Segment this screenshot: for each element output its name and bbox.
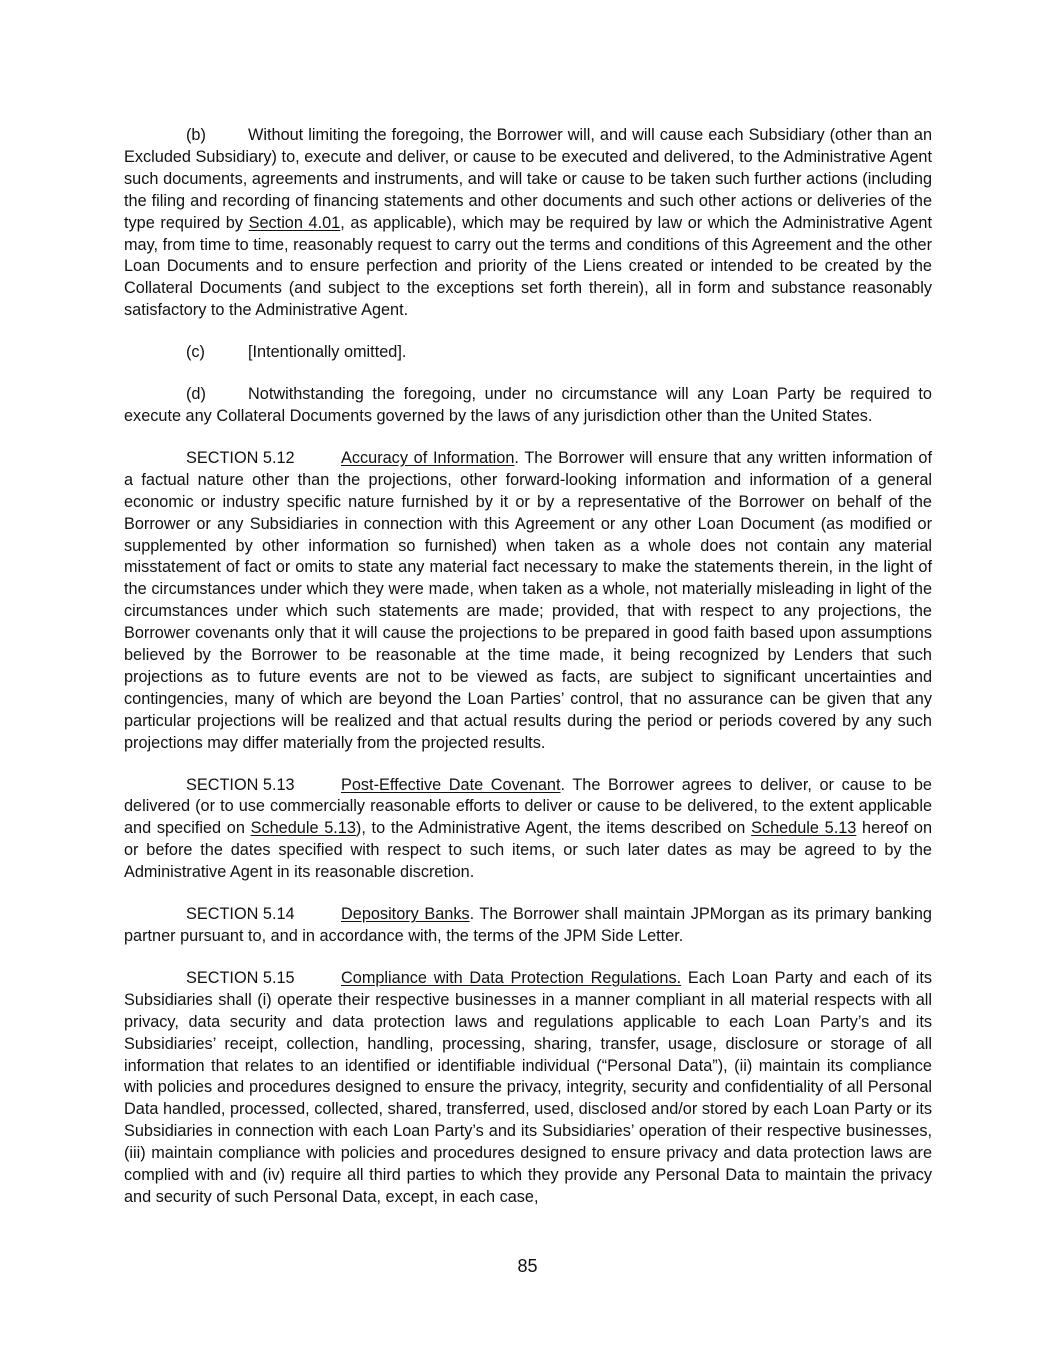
schedule-reference: Schedule 5.13 [250, 819, 356, 838]
paragraph-text: [Intentionally omitted]. [248, 343, 407, 362]
section-number: SECTION 5.15 [186, 968, 295, 987]
paragraph-label: (b) [186, 126, 206, 144]
section-5-15 [124, 968, 932, 1209]
section-text: ), to the Administrative Agent, the items described on [355, 819, 752, 838]
schedule-reference: Schedule 5.13 [751, 819, 857, 838]
section-title: Post-Effective Date Covenant [341, 775, 561, 794]
paragraph-c [124, 342, 932, 364]
section-number: SECTION 5.14 [186, 905, 295, 924]
section-number: SECTION 5.12 [186, 448, 295, 467]
section-text: hereof on or before the dates specified with respect to such items, or such later dates as may be agreed to by the Administrative Agent in its reasonable discretion. [124, 819, 933, 882]
section-text: . The Borrower agrees to deliver, or cause to be delivered (or to use commercially reasonable efforts to deliver or cause to be delivered, to the extent applicable and specified on [124, 775, 932, 838]
section-text: . The Borrower shall maintain JPMorgan as its primary banking partner pursuant to, and in accordance with, the terms of the JPM Side Letter. [124, 905, 932, 945]
section-title: Accuracy of Information [341, 448, 515, 467]
paragraph-text: Notwithstanding the foregoing, under no circumstance will any Loan Party be required to execute any Collateral Documents governed by the laws of any jurisdiction other than the United States. [124, 385, 932, 425]
section-text: . The Borrower will ensure that any written information of a factual nature other than the projections, other forward-looking information and information of a general economic or industry specific nature furnished by it or by a representative of the Borrower on behalf of the Borrower or any Subsidiaries in connection with this Agreement or any other Loan Document (as modified or supplemented by other information so furnished) when taken as a whole does not contain any material misstatement of fact or omits to state any material fact necessary to make the statements therein, in the light of the circumstances under which they were made, when taken as a whole, not materially misleading in light of the circumstances under which such statements are made; provided, that with respect to any projections, the Borrower covenants only that it will cause the projections to be prepared in good faith based upon assumptions believed by the Borrower to be reasonable at the time made, it being recognized by Lenders that such projections as to future events are not to be viewed as facts, are subject to significant uncertainties and contingencies, many of which are beyond the Loan Parties’ control, that no assurance can be given that any particular projections will be realized and that actual results during the period or periods covered by any such projections may differ materially from the projected results. [124, 448, 932, 752]
paragraph-text: Without limiting the foregoing, the Borrower will, and will cause each Subsidiary (other than an Excluded Subsidiary) to, execute and deliver, or cause to be executed and delivered, to the Administrative Agent such documents, agreements and instruments, and will take or cause to be taken such further actions (including the filing and recording of financing statements and other documents and such other actions or deliveries of the type required by [124, 126, 932, 232]
page-number: 85 [517, 1256, 538, 1276]
section-number: SECTION 5.13 [186, 775, 295, 794]
section-title: Depository Banks [341, 905, 470, 924]
section-text: Each Loan Party and each of its Subsidiaries shall (i) operate their respective businesses in a manner compliant in all material respects with all privacy, data security and data protection laws and regulations applicable to each Loan Party’s and its Subsidiaries’ receipt, collection, handling, processing, sharing, transfer, usage, disclosure or storage of all information that relates to an identified or identifiable individual (“Personal Data”), (ii) maintain its compliance with policies and procedures designed to ensure the privacy, integrity, security and confidentiality of all Personal Data handled, processed, collected, shared, transferred, used, disclosed and/or stored by each Loan Party or its Subsidiaries in connection with each Loan Party’s and its Subsidiaries’ operation of their respective businesses, (iii) maintain compliance with policies and procedures designed to ensure privacy and data protection laws are complied with and (iv) require all third parties to which they provide any Personal Data to maintain the privacy and security of such Personal Data, except, in each case, [124, 968, 932, 1206]
section-title: Compliance with Data Protection Regulations. [341, 968, 682, 987]
paragraph-b [124, 125, 932, 322]
document-page [124, 125, 932, 1229]
paragraph-text: , as applicable), which may be required by law or which the Administrative Agent may, from time to time, reasonably request to carry out the terms and conditions of this Agreement and the other Loan Documents and to ensure perfection and priority of the Liens created or intended to be created by the Collateral Documents (and subject to the exceptions set forth therein), all in form and substance reasonably satisfactory to the Administrative Agent. [124, 213, 932, 320]
section-5-12 [124, 448, 932, 755]
paragraph-label: (d) [186, 385, 206, 404]
section-5-13 [124, 775, 932, 885]
paragraph-label: (c) [186, 343, 205, 362]
section-4-01-reference: Section 4.01 [248, 213, 341, 232]
section-5-14 [124, 904, 932, 948]
paragraph-d [124, 384, 932, 428]
